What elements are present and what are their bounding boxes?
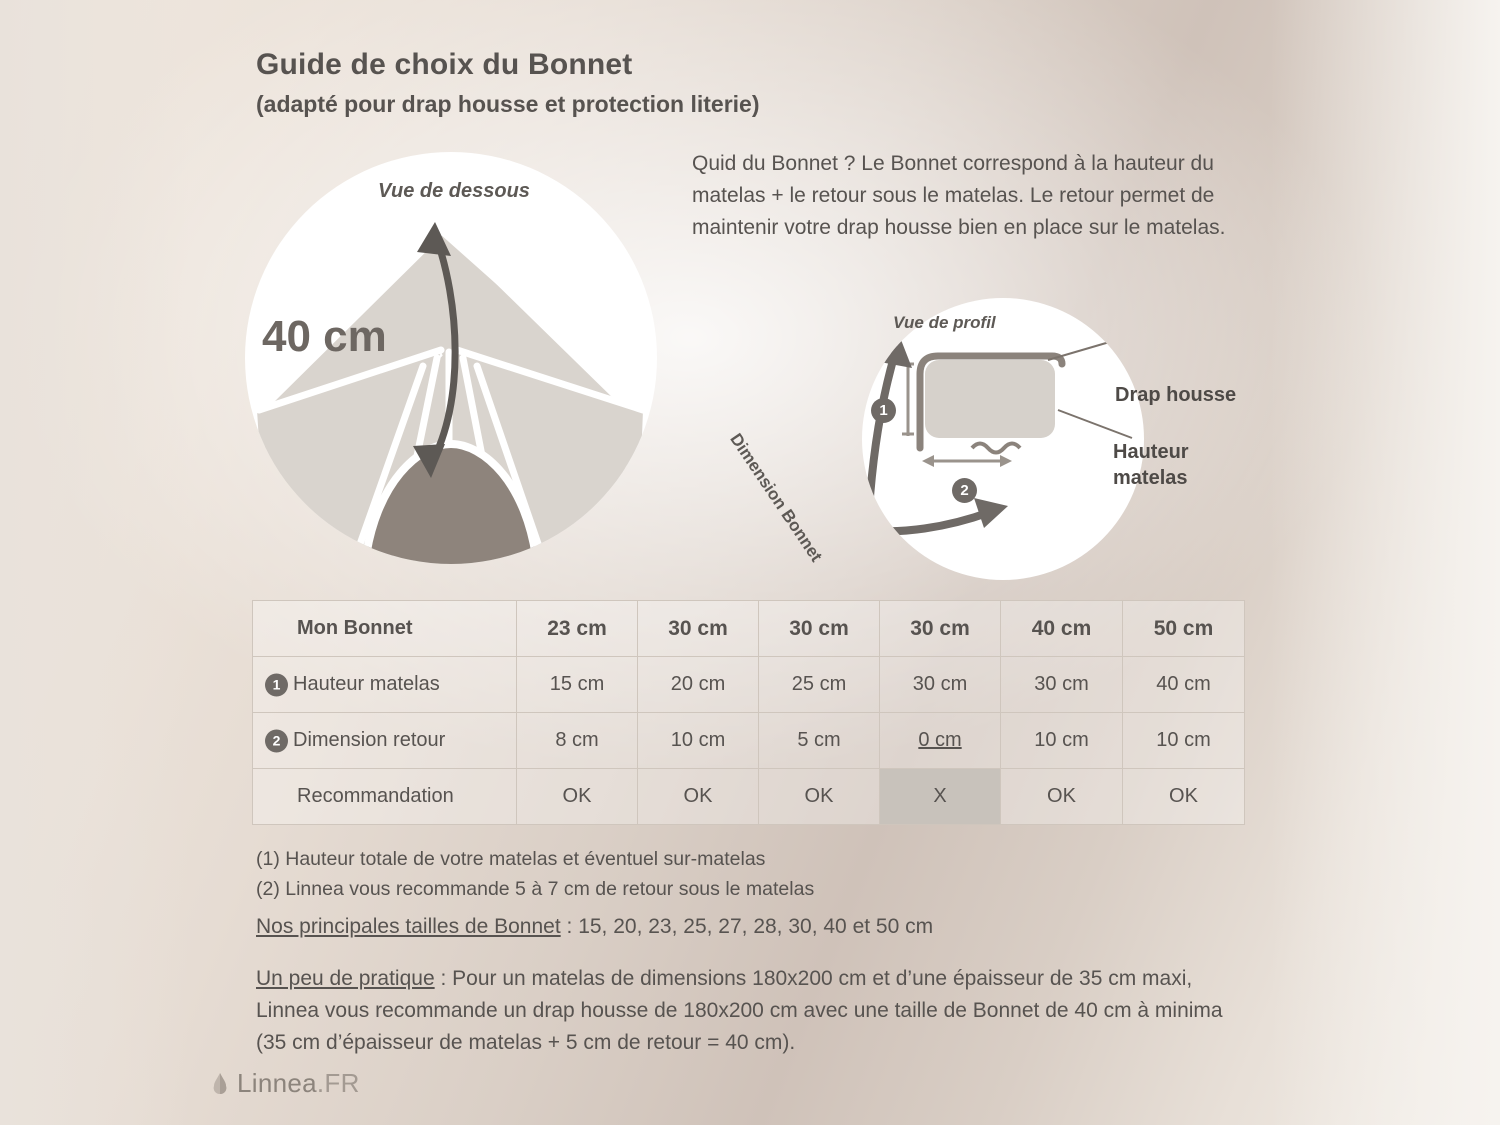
title-block (256, 46, 1156, 120)
sizes-line (256, 915, 933, 939)
cell-bonnet-4: 30 cm (880, 601, 1001, 657)
cell-bonnet-3: 30 cm (759, 601, 880, 657)
logo-brand: Linnea (237, 1068, 317, 1098)
practice-paragraph (256, 963, 1256, 1059)
sizes-label: Nos principales tailles de Bonnet (256, 915, 561, 938)
callout-drap-housse: Drap housse (1115, 384, 1237, 406)
cell-reco-4: X (880, 769, 1001, 825)
cell-hauteur-3: 25 cm (759, 657, 880, 713)
diagram1-measure-label: 40 cm (262, 312, 387, 361)
badge-2-icon: 2 (265, 729, 288, 752)
footnote-2: (2) Linnea vous recommande 5 à 7 cm de retour sous le matelas (256, 877, 815, 900)
badge-2-icon: 2 (952, 478, 977, 503)
row-label-recommandation: Recommandation (253, 769, 517, 825)
cell-hauteur-4: 30 cm (880, 657, 1001, 713)
footnotes (256, 845, 1256, 904)
logo-text (237, 1068, 360, 1099)
cell-bonnet-1: 23 cm (517, 601, 638, 657)
table-row (253, 601, 1245, 657)
cell-reco-3: OK (759, 769, 880, 825)
logo-tld: .FR (316, 1068, 360, 1098)
cell-retour-1: 8 cm (517, 713, 638, 769)
cell-reco-1: OK (517, 769, 638, 825)
cell-hauteur-1: 15 cm (517, 657, 638, 713)
practice-label: Un peu de pratique (256, 967, 435, 990)
cell-reco-2: OK (638, 769, 759, 825)
sizes-value: : 15, 20, 23, 25, 27, 28, 30, 40 et 50 cm (560, 915, 934, 938)
cell-bonnet-6: 50 cm (1123, 601, 1245, 657)
badge-1-icon: 1 (871, 398, 896, 423)
practice-value: : Pour un matelas de dimensions 180x200 cm et d’une épaisseur de 35 cm maxi, Linnea vous recommande un drap housse de 180x200 cm avec une taille de Bonnet de 40 cm à minima (35 cm d’épaisseur de matelas + 5 cm de retour = 40 cm). (256, 967, 1223, 1054)
row-label-text: Hauteur matelas (293, 673, 440, 695)
cell-hauteur-5: 30 cm (1001, 657, 1123, 713)
brand-logo (212, 1068, 360, 1099)
cell-hauteur-6: 40 cm (1123, 657, 1245, 713)
bonnet-table (252, 600, 1244, 825)
table-row (253, 713, 1245, 769)
row-label-text: Dimension retour (293, 729, 446, 751)
page-title: Guide de choix du Bonnet (256, 48, 633, 81)
table-row (253, 657, 1245, 713)
callout-hauteur-line2: matelas (1113, 466, 1188, 489)
mattress-profile-illustration (862, 298, 1144, 580)
cell-bonnet-2: 30 cm (638, 601, 759, 657)
cell-reco-5: OK (1001, 769, 1123, 825)
dimension-bonnet-label: Dimension Bonnet (726, 430, 826, 566)
cell-reco-6: OK (1123, 769, 1245, 825)
cell-retour-2: 10 cm (638, 713, 759, 769)
callout-hauteur-line1: Hauteur (1113, 441, 1189, 463)
badge-1-icon: 1 (265, 673, 288, 696)
diagram1-caption: Vue de dessous (378, 180, 530, 202)
page-subtitle: (adapté pour drap housse et protection literie) (256, 90, 760, 117)
cell-retour-6: 10 cm (1123, 713, 1245, 769)
bonnet-size-table (252, 600, 1245, 825)
diagram-vue-de-profil (862, 298, 1144, 580)
footnote-1: (1) Hauteur totale de votre matelas et éventuel sur-matelas (256, 848, 766, 870)
row-label-dimension-retour (253, 713, 517, 769)
intro-paragraph: Quid du Bonnet ? Le Bonnet correspond à la hauteur du matelas + le retour sous le matelas. Le retour permet de maintenir votre drap housse bien en place sur le matelas. (692, 152, 1226, 239)
cell-bonnet-5: 40 cm (1001, 601, 1123, 657)
cell-retour-4-value: 0 cm (918, 729, 962, 751)
diagram2-caption: Vue de profil (893, 313, 996, 332)
cell-retour-3: 5 cm (759, 713, 880, 769)
cell-retour-5: 10 cm (1001, 713, 1123, 769)
cell-hauteur-2: 20 cm (638, 657, 759, 713)
row-label-hauteur-matelas (253, 657, 517, 713)
leaf-icon (212, 1073, 228, 1095)
callout-hauteur-matelas (1113, 440, 1189, 491)
cell-retour-4 (880, 713, 1001, 769)
table-row (253, 769, 1245, 825)
row-label-mon-bonnet: Mon Bonnet (253, 601, 517, 657)
